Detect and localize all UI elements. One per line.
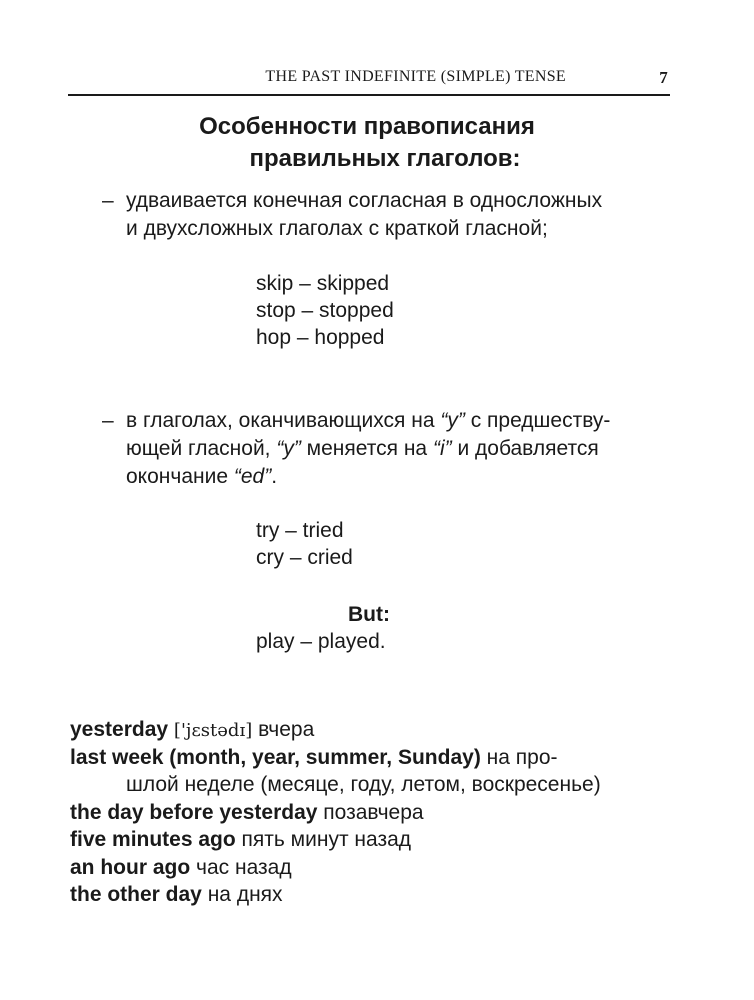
vocab-term: last week (month, year, summer, Sunday) — [70, 746, 481, 769]
but-label: But: — [348, 603, 390, 626]
rule2-text: . — [271, 465, 278, 488]
rule2-quoted-letter: “y” — [440, 409, 465, 432]
rule2-quoted-letter: “i” — [432, 437, 452, 460]
rule2-line-3 — [126, 463, 277, 491]
rule1-example: skip – skipped — [256, 272, 390, 295]
vocab-term: the day before yesterday — [70, 801, 318, 824]
vocab-translation: на про- — [486, 746, 558, 769]
vocab-transcription: ['jɛstədɪ] — [173, 720, 253, 741]
rule2-quoted-letter: “y” — [276, 437, 301, 460]
rule1-example: hop – hopped — [256, 326, 385, 349]
vocab-translation: пять минут назад — [241, 828, 412, 851]
vocab-term: the other day — [70, 883, 202, 906]
rule2-text: и добавляется — [451, 437, 599, 460]
vocab-term: yesterday — [70, 718, 169, 741]
running-header — [68, 66, 670, 96]
rule2-text: меняется на — [300, 437, 433, 460]
vocab-translation: вчера — [258, 718, 315, 741]
rule2-example: cry – cried — [256, 546, 353, 569]
rule2-example: try – tried — [256, 519, 344, 542]
vocab-term: an hour ago — [70, 856, 191, 879]
section-heading-line-2: правильных глаголов: — [249, 145, 521, 172]
vocab-entry-five-minutes — [70, 826, 411, 854]
vocab-entry-yesterday — [70, 716, 314, 745]
page-number: 7 — [659, 68, 668, 87]
rule1-dash: – — [102, 189, 114, 212]
rule2-text: ющей гласной, — [126, 437, 277, 460]
but-example: play – played. — [256, 630, 386, 653]
rule1-example: stop – stopped — [256, 299, 394, 322]
rule2-text: с предшеству- — [464, 409, 611, 432]
rule1-line-1: удваивается конечная согласная в односложных — [126, 189, 603, 212]
rule2-line-2 — [126, 435, 599, 463]
vocab-entry-last-week — [70, 744, 558, 772]
rule2-quoted-ending: “ed” — [233, 465, 272, 488]
rule2-text: в глаголах, оканчивающихся на — [126, 409, 441, 432]
vocab-entry-other-day — [70, 881, 283, 909]
vocab-term: five minutes ago — [70, 828, 236, 851]
vocab-translation: позавчера — [323, 801, 424, 824]
rule1-line-2: и двухсложных глаголах с краткой гласной; — [126, 217, 548, 240]
running-header-title: THE PAST INDEFINITE (SIMPLE) TENSE — [265, 68, 566, 85]
rule2-text: окончание — [126, 465, 234, 488]
vocab-translation-continued: шлой неделе (месяце, году, летом, воскресенье) — [126, 773, 601, 796]
section-heading-line-1: Особенности правописания — [199, 113, 535, 140]
rule2-line-1 — [126, 407, 610, 435]
vocab-entry-hour-ago — [70, 854, 292, 882]
vocab-entry-day-before — [70, 799, 424, 827]
vocab-translation: час назад — [196, 856, 292, 879]
vocab-translation: на днях — [207, 883, 283, 906]
rule2-dash: – — [102, 409, 114, 432]
